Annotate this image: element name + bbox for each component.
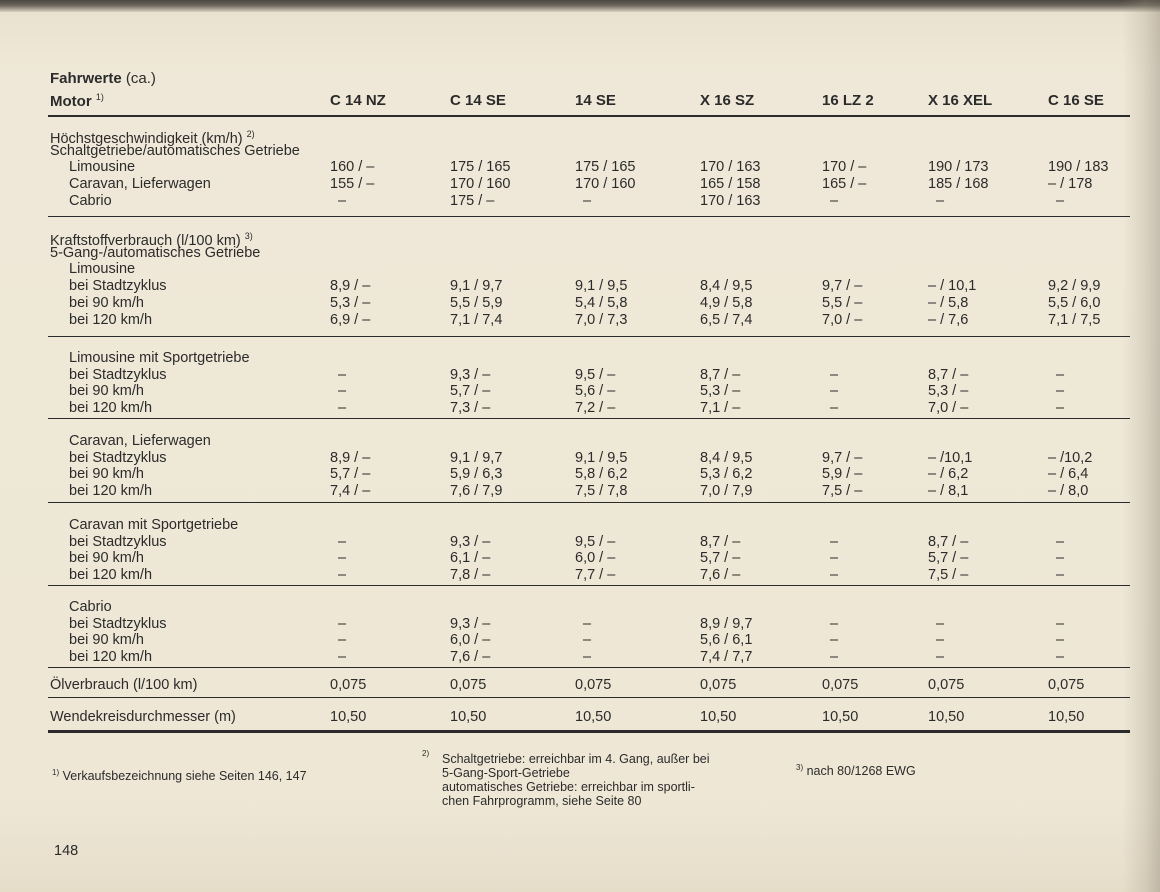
table-cell: – / 6,2 <box>928 466 969 483</box>
group-label: Caravan, Lieferwagen <box>69 433 211 449</box>
table-cell: – <box>1055 366 1065 383</box>
table-cell: 155 / – <box>330 176 375 193</box>
row-label: bei 120 km/h <box>69 311 153 328</box>
table-cell: 170 / 160 <box>575 176 636 193</box>
table-cell: 170 / 163 <box>700 192 761 209</box>
row-label: Cabrio <box>69 192 112 209</box>
column-header: C 14 NZ <box>330 92 386 109</box>
table-cell: 5,9 / – <box>822 466 863 483</box>
footnote-line: Schaltgetriebe: erreichbar im 4. Gang, außer bei <box>442 752 710 766</box>
table-cell: 10,50 <box>928 709 965 725</box>
group-label: Limousine mit Sportgetriebe <box>69 350 250 366</box>
table-cell: 5,7 / – <box>928 550 969 567</box>
row-label: bei 90 km/h <box>69 550 144 567</box>
footnote-mark: 1) <box>52 768 60 777</box>
table-cell: – / 178 <box>1048 176 1093 193</box>
section-rule <box>48 730 1130 733</box>
table-cell: 0,075 <box>330 677 367 693</box>
row-label: bei Stadtzyklus <box>69 615 167 632</box>
table-cell: 5,3 / – <box>928 383 969 400</box>
table-cell: 7,4 / – <box>330 483 371 500</box>
table-cell: – <box>1055 649 1065 666</box>
table-cell: 9,1 / 9,5 <box>575 278 628 295</box>
section-title-note: 3) <box>244 231 253 241</box>
table-cell: – <box>935 649 945 666</box>
table-cell: 7,1 / 7,4 <box>450 311 503 328</box>
row-label: Wendekreisdurchmesser (m) <box>50 709 236 725</box>
footnote <box>422 749 710 808</box>
table-cell: – <box>829 615 839 632</box>
footnote-line: chen Fahrprogramm, siehe Seite 80 <box>442 794 642 808</box>
column-header: C 14 SE <box>450 92 506 109</box>
table-cell: 10,50 <box>575 709 612 725</box>
table-cell: 5,5 / 5,9 <box>450 294 503 311</box>
column-header: 14 SE <box>575 92 616 109</box>
column-header: C 16 SE <box>1048 92 1104 109</box>
table-cell: – <box>582 649 592 666</box>
table-cell: 8,9 / – <box>330 278 371 295</box>
table-cell: 9,7 / – <box>822 278 863 295</box>
footnote-line: 5-Gang-Sport-Getriebe <box>442 766 570 780</box>
table-cell: 160 / – <box>330 159 375 176</box>
table-cell: 8,7 / – <box>700 366 741 383</box>
table-cell: – <box>1055 192 1065 209</box>
table-cell: 8,7 / – <box>928 533 969 550</box>
group-label: Cabrio <box>69 599 112 615</box>
table-cell: 190 / 183 <box>1048 159 1109 176</box>
table-cell: 7,8 / – <box>450 567 491 584</box>
table-cell: – <box>829 649 839 666</box>
table-cell: 7,4 / 7,7 <box>700 649 753 666</box>
table-cell: 9,3 / – <box>450 366 491 383</box>
section-title-text: Kraftstoffverbrauch (l/100 km) <box>50 232 245 249</box>
table-cell: – <box>1055 615 1065 632</box>
row-label: bei 90 km/h <box>69 466 144 483</box>
table-cell: 7,1 / 7,5 <box>1048 311 1101 328</box>
page-number: 148 <box>54 843 79 859</box>
group-label: Caravan mit Sportgetriebe <box>69 517 239 533</box>
table-cell: 8,4 / 9,5 <box>700 449 753 466</box>
table-cell: – <box>337 615 347 632</box>
table-cell: 7,6 / 7,9 <box>450 483 503 500</box>
table-cell: – <box>1055 400 1065 417</box>
row-label: bei 90 km/h <box>69 294 144 311</box>
motor-label: Motor <box>50 93 92 110</box>
table-cell: 0,075 <box>575 677 612 693</box>
section-rule <box>48 216 1130 217</box>
footnote <box>796 764 916 778</box>
table-cell: 5,6 / 6,1 <box>700 632 753 649</box>
footnote-text: Verkaufsbezeichnung siehe Seiten 146, 147 <box>59 769 307 783</box>
table-cell: 185 / 168 <box>928 176 989 193</box>
section-rule <box>48 585 1130 586</box>
table-cell: 5,7 / – <box>450 383 491 400</box>
table-cell: 0,075 <box>1048 677 1085 693</box>
table-cell: 10,50 <box>450 709 487 725</box>
table-cell: 7,7 / – <box>575 567 616 584</box>
table-cell: 10,50 <box>1048 709 1085 725</box>
table-cell: – / 8,1 <box>928 483 969 500</box>
table-cell: 190 / 173 <box>928 159 989 176</box>
table-cell: – <box>337 550 347 567</box>
table-cell: – <box>935 615 945 632</box>
table-cell: – <box>337 192 347 209</box>
footnote-mark: 2) <box>422 749 430 758</box>
table-cell: – <box>829 567 839 584</box>
table-cell: 0,075 <box>450 677 487 693</box>
footnote-text <box>442 752 710 808</box>
table-cell: 5,4 / 5,8 <box>575 294 628 311</box>
section-rule <box>48 418 1130 419</box>
table-cell: – / 10,1 <box>928 278 977 295</box>
table-cell: – <box>829 533 839 550</box>
table-cell: 5,3 / 6,2 <box>700 466 753 483</box>
table-cell: 9,1 / 9,7 <box>450 449 503 466</box>
row-label: bei Stadtzyklus <box>69 449 167 466</box>
table-cell: 8,4 / 9,5 <box>700 278 753 295</box>
table-cell: – <box>337 567 347 584</box>
title-text: Fahrwerte <box>50 70 122 87</box>
row-label: bei Stadtzyklus <box>69 278 167 295</box>
table-cell: – /10,1 <box>928 449 973 466</box>
table-cell: 7,5 / 7,8 <box>575 483 628 500</box>
table-cell: 9,5 / – <box>575 366 616 383</box>
table-cell: – <box>829 366 839 383</box>
table-cell: – <box>582 615 592 632</box>
table-cell: 5,7 / – <box>700 550 741 567</box>
row-label: Ölverbrauch (l/100 km) <box>50 677 198 693</box>
table-cell: – <box>337 400 347 417</box>
footnote <box>52 769 307 783</box>
group-label: Limousine <box>69 261 136 278</box>
row-label: bei Stadtzyklus <box>69 366 167 383</box>
table-cell: 5,3 / – <box>330 294 371 311</box>
table-cell: 175 / 165 <box>450 159 511 176</box>
table-cell: 5,6 / – <box>575 383 616 400</box>
table-cell: 8,9 / 9,7 <box>700 615 753 632</box>
table-cell: 9,7 / – <box>822 449 863 466</box>
table-cell: 9,2 / 9,9 <box>1048 278 1101 295</box>
header-rule <box>48 115 1130 117</box>
footnote-mark: 3) <box>796 763 804 772</box>
table-cell: – <box>1055 550 1065 567</box>
row-label: Limousine <box>69 159 136 176</box>
table-cell: 7,6 / – <box>700 567 741 584</box>
table-title <box>50 70 156 87</box>
table-cell: – <box>337 366 347 383</box>
footnote-text: nach 80/1268 EWG <box>803 764 916 778</box>
table-cell: 9,3 / – <box>450 615 491 632</box>
table-cell: 7,5 / – <box>822 483 863 500</box>
table-cell: 8,7 / – <box>928 366 969 383</box>
table-cell: 0,075 <box>700 677 737 693</box>
table-cell: 7,1 / – <box>700 400 741 417</box>
row-label: bei 90 km/h <box>69 632 144 649</box>
row-label: Caravan, Lieferwagen <box>69 176 211 193</box>
table-cell: 10,50 <box>700 709 737 725</box>
table-cell: 10,50 <box>330 709 367 725</box>
table-cell: 6,5 / 7,4 <box>700 311 753 328</box>
table-cell: – <box>829 632 839 649</box>
table-cell: 7,6 / – <box>450 649 491 666</box>
table-cell: – <box>582 192 592 209</box>
table-cell: 5,9 / 6,3 <box>450 466 503 483</box>
table-cell: 8,7 / – <box>700 533 741 550</box>
section-rule <box>48 336 1130 337</box>
table-cell: – /10,2 <box>1048 449 1093 466</box>
table-cell: 10,50 <box>822 709 859 725</box>
table-cell: 6,9 / – <box>330 311 371 328</box>
table-cell: 7,3 / – <box>450 400 491 417</box>
table-cell: 4,9 / 5,8 <box>700 294 753 311</box>
table-cell: 165 / – <box>822 176 867 193</box>
table-cell: – <box>582 632 592 649</box>
table-cell: 5,7 / – <box>330 466 371 483</box>
table-cell: 165 / 158 <box>700 176 761 193</box>
table-cell: – <box>829 400 839 417</box>
section-rule <box>48 667 1130 668</box>
table-cell: 6,0 / – <box>450 632 491 649</box>
table-cell: 9,3 / – <box>450 533 491 550</box>
page-right-edge-shadow <box>1122 0 1160 892</box>
table-cell: – <box>1055 533 1065 550</box>
page-top-edge <box>0 0 1160 12</box>
section-rule <box>48 697 1130 698</box>
table-cell: – <box>935 192 945 209</box>
table-cell: – <box>829 550 839 567</box>
table-cell: 175 / 165 <box>575 159 636 176</box>
table-cell: 5,5 / 6,0 <box>1048 294 1101 311</box>
table-cell: – <box>337 632 347 649</box>
table-cell: 5,3 / – <box>700 383 741 400</box>
table-cell: 7,0 / 7,9 <box>700 483 753 500</box>
table-cell: – / 6,4 <box>1048 466 1089 483</box>
row-label: bei Stadtzyklus <box>69 533 167 550</box>
table-cell: – / 7,6 <box>928 311 969 328</box>
table-cell: – <box>337 649 347 666</box>
section-title-text: Höchstgeschwindigkeit (km/h) <box>50 130 247 147</box>
row-label: bei 120 km/h <box>69 483 153 500</box>
table-cell: – <box>935 632 945 649</box>
table-cell: 7,0 / – <box>822 311 863 328</box>
table-cell: 5,5 / – <box>822 294 863 311</box>
table-cell: 6,0 / – <box>575 550 616 567</box>
table-cell: 9,1 / 9,7 <box>450 278 503 295</box>
table-cell: – <box>337 533 347 550</box>
column-header: X 16 SZ <box>700 92 755 109</box>
motor-header <box>50 92 104 110</box>
table-cell: 6,1 / – <box>450 550 491 567</box>
motor-note: 1) <box>95 92 104 102</box>
table-cell: – / 5,8 <box>928 294 969 311</box>
row-label: bei 120 km/h <box>69 567 153 584</box>
table-cell: – <box>1055 383 1065 400</box>
title-suffix: (ca.) <box>125 70 156 87</box>
table-cell: 7,0 / – <box>928 400 969 417</box>
table-cell: – / 8,0 <box>1048 483 1089 500</box>
section-title-note: 2) <box>246 129 255 139</box>
table-cell: 170 / 160 <box>450 176 511 193</box>
table-cell: 7,2 / – <box>575 400 616 417</box>
column-header: 16 LZ 2 <box>822 92 874 109</box>
table-cell: 0,075 <box>822 677 859 693</box>
table-cell: 170 / – <box>822 159 867 176</box>
column-header: X 16 XEL <box>928 92 993 109</box>
row-label: bei 120 km/h <box>69 400 153 417</box>
table-cell: 0,075 <box>928 677 965 693</box>
table-cell: – <box>829 383 839 400</box>
table-cell: 9,5 / – <box>575 533 616 550</box>
table-cell: 7,5 / – <box>928 567 969 584</box>
footnote-line: automatisches Getriebe: erreichbar im sportli- <box>442 780 695 794</box>
table-cell: 170 / 163 <box>700 159 761 176</box>
table-cell: 7,0 / 7,3 <box>575 311 628 328</box>
table-cell: – <box>829 192 839 209</box>
table-cell: – <box>1055 567 1065 584</box>
table-cell: 5,8 / 6,2 <box>575 466 628 483</box>
section-rule <box>48 502 1130 503</box>
table-cell: – <box>1055 632 1065 649</box>
table-cell: 175 / – <box>450 192 495 209</box>
section-subtitle: Schaltgetriebe/automatisches Getriebe <box>50 142 300 159</box>
row-label: bei 120 km/h <box>69 649 153 666</box>
table-cell: – <box>337 383 347 400</box>
row-label: bei 90 km/h <box>69 383 144 400</box>
section-subtitle: 5-Gang-/automatisches Getriebe <box>50 244 261 261</box>
table-cell: 8,9 / – <box>330 449 371 466</box>
table-cell: 9,1 / 9,5 <box>575 449 628 466</box>
